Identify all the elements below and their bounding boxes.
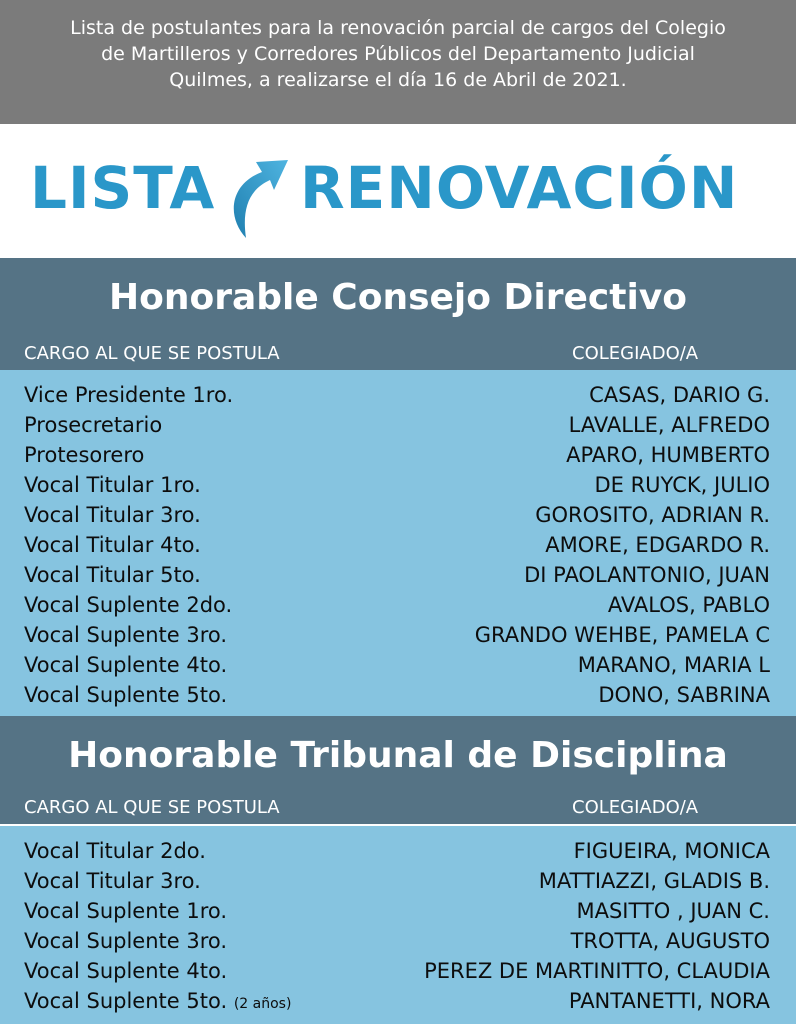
- cargo-label: Vocal Titular 2do.: [24, 839, 206, 863]
- header-line: Lista de postulantes para la renovación parcial de cargos del Colegio: [70, 17, 726, 39]
- list-item: [0, 470, 796, 500]
- brand-logo: [0, 124, 796, 258]
- candidate-name: MASITTO , JUAN C.: [576, 899, 770, 923]
- cargo-label: Vocal Titular 3ro.: [24, 503, 201, 527]
- candidate-name: FIGUEIRA, MONICA: [573, 839, 770, 863]
- candidate-name: CASAS, DARIO G.: [589, 383, 770, 407]
- cargo-label: Vocal Suplente 3ro.: [24, 623, 228, 647]
- list-item: [0, 380, 796, 410]
- column-headers-consejo: [0, 338, 796, 370]
- col-header-colegiado: COLEGIADO/A: [572, 343, 699, 364]
- candidate-name: DONO, SABRINA: [598, 683, 770, 707]
- cargo-label: Vocal Titular 4to.: [24, 533, 201, 557]
- list-item: [0, 530, 796, 560]
- candidate-name: GOROSITO, ADRIAN R.: [535, 503, 770, 527]
- list-item: [0, 680, 796, 710]
- cargo-label: Vocal Titular 5to.: [24, 563, 201, 587]
- list-item: [0, 956, 796, 986]
- brand-word-renovacion: RENOVACIÓN: [300, 154, 739, 222]
- cargo-label: Vocal Titular 1ro.: [24, 473, 201, 497]
- header-banner: [0, 0, 796, 124]
- section-title-tribunal: Honorable Tribunal de Disciplina: [0, 716, 796, 796]
- cargo-label: Vocal Suplente 1ro.: [24, 899, 228, 923]
- candidate-name: PEREZ DE MARTINITTO, CLAUDIA: [424, 959, 770, 983]
- list-item: [0, 836, 796, 866]
- cargo-label: Vocal Suplente 5to.: [24, 683, 228, 707]
- list-item: [0, 440, 796, 470]
- col-header-colegiado: COLEGIADO/A: [572, 797, 699, 818]
- candidate-name: PANTANETTI, NORA: [568, 989, 770, 1013]
- list-item: [0, 500, 796, 530]
- candidate-name: AVALOS, PABLO: [607, 593, 770, 617]
- list-item: [0, 926, 796, 956]
- col-header-cargo: CARGO AL QUE SE POSTULA: [24, 797, 280, 818]
- cargo-text: Vocal Suplente 5to.: [24, 989, 228, 1013]
- candidate-name: LAVALLE, ALFREDO: [568, 413, 770, 437]
- cargo-label: Vocal Suplente 4to.: [24, 959, 228, 983]
- list-item: [0, 410, 796, 440]
- cargo-label: Vocal Titular 3ro.: [24, 869, 201, 893]
- candidate-name: DI PAOLANTONIO, JUAN: [524, 563, 770, 587]
- list-item: [0, 590, 796, 620]
- candidate-name: MATTIAZZI, GLADIS B.: [538, 869, 770, 893]
- list-item: [0, 866, 796, 896]
- candidate-name: AMORE, EDGARDO R.: [545, 533, 770, 557]
- candidate-name: TROTTA, AUGUSTO: [570, 929, 770, 953]
- candidate-name: GRANDO WEHBE, PAMELA C: [474, 623, 770, 647]
- cargo-label: Vice Presidente 1ro.: [24, 383, 234, 407]
- cargo-label: Vocal Suplente 3ro.: [24, 929, 228, 953]
- cargo-label: Prosecretario: [24, 413, 163, 437]
- section-title-consejo: Honorable Consejo Directivo: [0, 258, 796, 338]
- col-header-cargo: CARGO AL QUE SE POSTULA: [24, 343, 280, 364]
- list-item: [0, 560, 796, 590]
- header-line: de Martilleros y Corredores Públicos del Departamento Judicial: [101, 43, 695, 65]
- candidate-list-tribunal: [0, 826, 796, 1024]
- candidate-name: MARANO, MARIA L: [577, 653, 770, 677]
- brand-word-lista: LISTA: [30, 154, 216, 222]
- candidate-name: APARO, HUMBERTO: [566, 443, 770, 467]
- column-headers-tribunal: [0, 792, 796, 824]
- term-note: (2 años): [233, 996, 292, 1012]
- header-line: Quilmes, a realizarse el día 16 de Abril de 2021.: [169, 69, 627, 91]
- list-item: [0, 896, 796, 926]
- cargo-label: Vocal Suplente 2do.: [24, 593, 233, 617]
- list-item: [0, 650, 796, 680]
- candidate-list-consejo: [0, 370, 796, 716]
- curved-arrow-up-right-icon: [222, 146, 294, 242]
- cargo-label: [24, 986, 291, 1019]
- list-item: [0, 620, 796, 650]
- list-item: [0, 986, 796, 1016]
- candidate-name: DE RUYCK, JULIO: [594, 473, 770, 497]
- cargo-label: Protesorero: [24, 443, 145, 467]
- cargo-label: Vocal Suplente 4to.: [24, 653, 228, 677]
